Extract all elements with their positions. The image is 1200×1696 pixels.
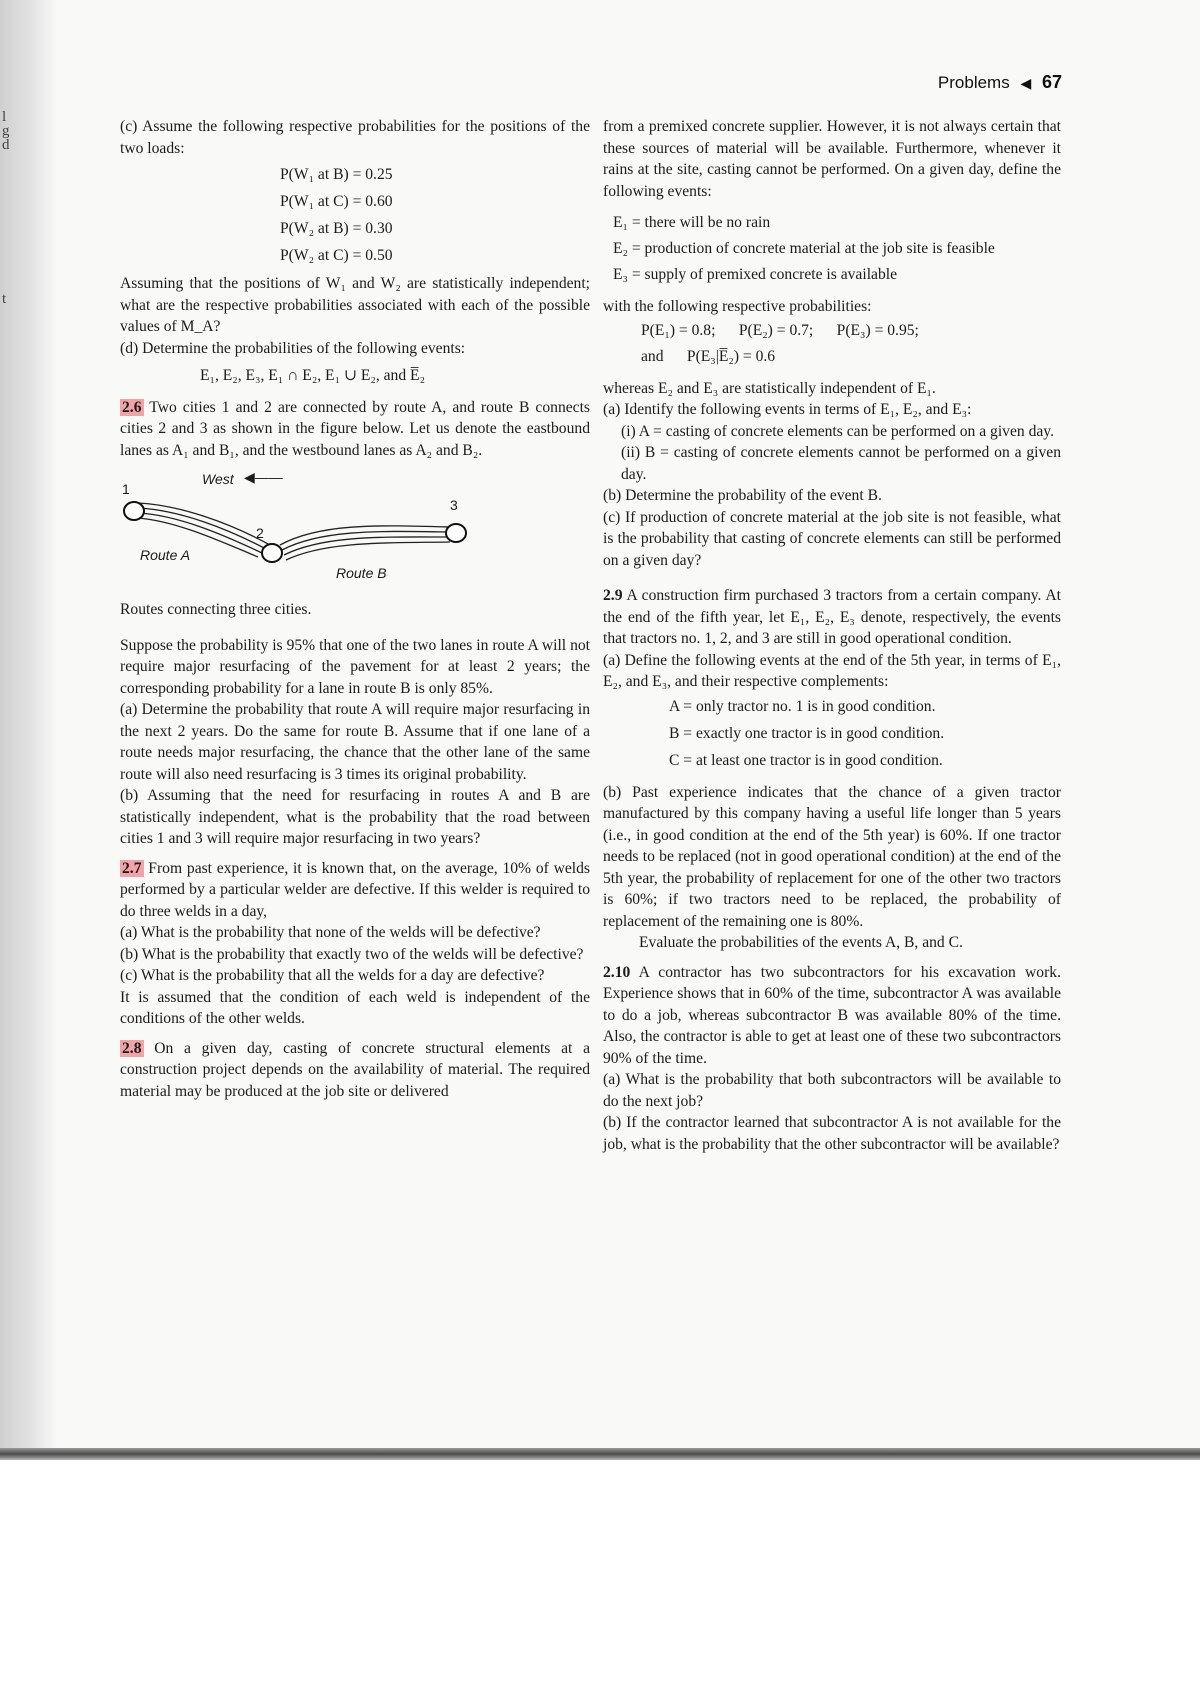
problem-2-8 xyxy=(120,1038,590,1103)
edge-char: t xyxy=(2,291,7,307)
problem-2-8-c: (c) If production of concrete material at the job site is not feasible, what is the probability that casting of concrete elements can still be performed on a given day? xyxy=(603,508,1061,569)
event-definitions xyxy=(613,210,1061,288)
route-a-lane xyxy=(138,508,266,549)
problem-2-8-b: (b) Determine the probability of the event B. xyxy=(603,487,882,504)
event-e3: E₃ = supply of premixed concrete is available xyxy=(613,266,897,283)
problem-text: On a given day, casting of concrete structural elements at a construction project depends on the availability of material. The required material may be produced at the job site or delivered xyxy=(120,1039,590,1100)
with-probabilities: with the following respective probabilities: xyxy=(603,298,872,315)
problem-2-8-continued: from a premixed concrete supplier. However, it is not always certain that these sources of material will be available. Furthermore, whenever it rains at the site, casting cannot be performed. On a given day, define the following events: xyxy=(603,118,1061,200)
problem-number-highlight: 2.6 xyxy=(122,398,142,416)
route-b-label: Route B xyxy=(336,565,387,581)
city-1-node xyxy=(124,502,144,520)
problem-2-7-c: (c) What is the probability that all the welds for a day are defective? xyxy=(120,967,545,984)
problem-2-8-a: (a) Identify the following events in terms of E₁, E₂, and E₃: xyxy=(603,401,972,418)
left-column xyxy=(120,116,590,1102)
prob-line: P(W₂ at C) = 0.50 xyxy=(280,247,393,264)
page-bottom-edge xyxy=(0,1448,1200,1460)
problem-2-7-assumption: It is assumed that the condition of each weld is independent of the conditions of the other welds. xyxy=(120,988,590,1027)
problem-2-6-body: Suppose the probability is 95% that one of the two lanes in route A will not require major resurfacing of the pavement for at least 2 years; the corresponding probability for a lane in route B is only 85%. xyxy=(120,636,590,697)
events-line: E₁, E₂, E₃, E₁ ∩ E₂, E₁ ∪ E₂, and E̅₂ xyxy=(200,367,426,384)
adjacent-page-margin xyxy=(2,110,16,306)
event-A: A = only tractor no. 1 is in good condition. xyxy=(669,697,936,715)
route-a-lane xyxy=(138,503,270,545)
problem-2-10-b: (b) If the contractor learned that subcontractor A is not available for the job, what is the probability that the other subcontractor will be available? xyxy=(603,1114,1061,1153)
problem-text: A construction firm purchased 3 tractors from a certain company. At the end of the fifth year, let E₁, E₂, E₃ denote, respectively, the events that tractors no. 1, 2, and 3 are still in good operational condition. xyxy=(603,587,1061,647)
edge-char: l xyxy=(2,109,7,125)
problem-2-10 xyxy=(603,962,1061,1070)
probability-row: P(E₁) = 0.8; P(E₂) = 0.7; P(E₃) = 0.95; xyxy=(641,321,919,339)
part-d: (d) Determine the probabilities of the following events: xyxy=(120,339,466,357)
west-label: West xyxy=(202,471,234,487)
problem-text: A contractor has two subcontractors for his excavation work. Experience shows that in 60% of the time, subcontractor A was available to do a job, whereas subcontractor B was available 80% of the time. Also, the contractor is able to get at least one of these two subcontractors 90% of the time. xyxy=(603,963,1061,1067)
page-number: 67 xyxy=(1041,72,1062,92)
problem-2-8-a-i: (i) A = casting of concrete elements can be performed on a given day. xyxy=(621,422,1054,440)
running-title: Problems xyxy=(937,73,1010,92)
city-2-node xyxy=(262,544,282,562)
problem-2-7-a: (a) What is the probability that none of the welds will be defective? xyxy=(120,924,541,941)
edge-char: g xyxy=(2,123,10,139)
edge-char: d xyxy=(2,137,10,153)
problem-2-9 xyxy=(603,585,1061,650)
problem-2-7-b: (b) What is the probability that exactly two of the welds will be defective? xyxy=(120,945,584,963)
event-e1: E₁ = there will be no rain xyxy=(613,214,771,231)
problem-number-highlight: 2.7 xyxy=(122,859,142,877)
independence-note: whereas E₂ and E₃ are statistically independent of E₁. xyxy=(603,379,936,397)
city-2-label: 2 xyxy=(256,525,264,541)
route-a-label: Route A xyxy=(140,547,191,563)
problem-text: From past experience, it is known that, on the average, 10% of welds performed by a particular welder are defective. If this welder is required to do three welds in a day, xyxy=(120,859,590,920)
routes-figure xyxy=(120,469,590,595)
probability-list xyxy=(280,161,590,269)
city-3-label: 3 xyxy=(450,497,458,513)
prob-line: P(W₂ at B) = 0.30 xyxy=(280,220,393,237)
arrow-left-icon: ◀ xyxy=(1020,75,1032,91)
problem-2-6-a: (a) Determine the probability that route A will require major resurfacing in the next 2 years. Do the same for route B. Assume that if one lane of a route needs major resurfacing, the chance that the other lane of the same route will also need resurfacing is 3 times its original probability. xyxy=(120,701,590,783)
prob-line: P(W₁ at B) = 0.25 xyxy=(280,166,393,183)
problem-2-10-a: (a) What is the probability that both subcontractors will be available to do the next job? xyxy=(603,1071,1061,1110)
west-arrow: ◀—— xyxy=(244,469,283,485)
event-e2: E₂ = production of concrete material at the job site is feasible xyxy=(613,240,995,257)
tractor-events xyxy=(669,693,1061,774)
part-c-continued: Assuming that the positions of W₁ and W₂ are statistically independent; what are the respective probabilities associated with each of the possible values of M_A? xyxy=(120,275,590,335)
prob-line: P(W₁ at C) = 0.60 xyxy=(280,193,393,210)
figure-caption: Routes connecting three cities. xyxy=(120,601,312,618)
problem-number: 2.9 xyxy=(603,587,623,604)
part-c: (c) Assume the following respective probabilities for the positions of the two loads: xyxy=(120,118,590,157)
probability-row: and P(E₃|E̅₂) = 0.6 xyxy=(641,347,776,365)
problem-2-9-evaluate: Evaluate the probabilities of the events A, B, and C. xyxy=(639,934,963,951)
running-header xyxy=(938,72,1062,93)
city-3-node xyxy=(446,524,466,542)
problem-2-9-a: (a) Define the following events at the end of the 5th year, in terms of E₁, E₂, and E₃, and their respective complements: xyxy=(603,651,1061,690)
problem-2-9-b: (b) Past experience indicates that the chance of a given tractor manufactured by this company having a useful life longer than 5 years (i.e., in good condition at the end of the 5th year) is 60%. If one tractor needs to be replaced (not in good operational condition) at the end of the 5th year, the probability of replacement for one of the other two tractors is 60%; if two tractors need to be replaced, the probability of replacement of the remaining one is 80%. xyxy=(603,783,1061,930)
right-column xyxy=(603,116,1061,1155)
problem-number-highlight: 2.8 xyxy=(122,1039,142,1057)
problem-2-6 xyxy=(120,397,590,462)
event-B: B = exactly one tractor is in good condition. xyxy=(669,724,945,742)
city-1-label: 1 xyxy=(122,481,130,497)
route-b-lane xyxy=(286,542,450,560)
problem-text: Two cities 1 and 2 are connected by route A, and route B connects cities 2 and 3 as shown in the figure below. Let us denote the eastbound lanes as A₁ and B₁, and the westbound lanes as A₂ and B₂. xyxy=(120,398,590,459)
problem-2-6-b: (b) Assuming that the need for resurfacing in routes A and B are statistically independent, what is the probability that the road between cities 1 and 3 will require major resurfacing in two years? xyxy=(120,787,590,847)
problem-2-8-a-ii: (ii) B = casting of concrete elements cannot be performed on a given day. xyxy=(621,444,1061,483)
problem-2-7 xyxy=(120,858,590,923)
problem-number: 2.10 xyxy=(603,963,631,981)
event-C: C = at least one tractor is in good condition. xyxy=(669,751,943,769)
